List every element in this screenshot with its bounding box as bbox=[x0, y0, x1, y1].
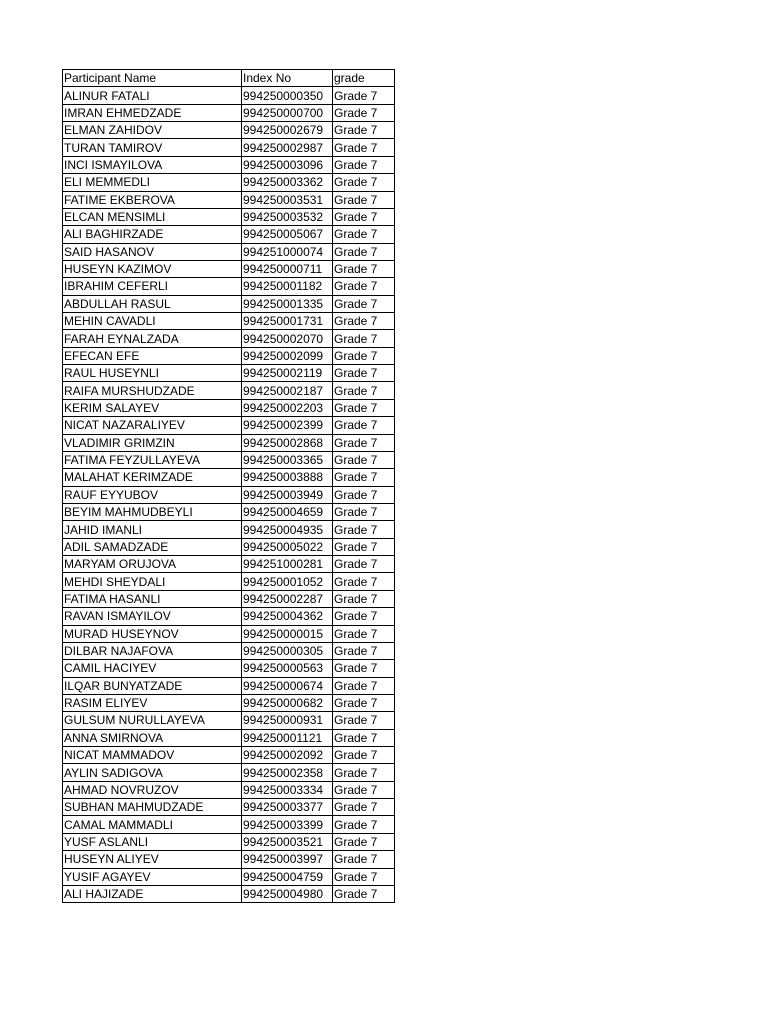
grade-cell: Grade 7 bbox=[333, 799, 395, 816]
table-row bbox=[63, 885, 395, 902]
participant-sheet bbox=[62, 69, 395, 903]
grade-cell: Grade 7 bbox=[333, 764, 395, 781]
table-row bbox=[63, 625, 395, 642]
table-row bbox=[63, 799, 395, 816]
participant-name-cell: ELCAN MENSIMLI bbox=[63, 208, 242, 225]
grade-cell: Grade 7 bbox=[333, 851, 395, 868]
index-no-cell: 994250001182 bbox=[242, 278, 333, 295]
index-no-cell: 994250003521 bbox=[242, 833, 333, 850]
participant-name-cell: INCI ISMAYILOVA bbox=[63, 156, 242, 173]
grade-cell: Grade 7 bbox=[333, 330, 395, 347]
grade-cell: Grade 7 bbox=[333, 503, 395, 520]
table-row bbox=[63, 191, 395, 208]
grade-cell: Grade 7 bbox=[333, 156, 395, 173]
participant-name-cell: ADIL SAMADZADE bbox=[63, 538, 242, 555]
grade-cell: Grade 7 bbox=[333, 590, 395, 607]
grade-cell: Grade 7 bbox=[333, 87, 395, 104]
index-no-cell: 994250003997 bbox=[242, 851, 333, 868]
participant-name-cell: ELI MEMMEDLI bbox=[63, 174, 242, 191]
table-row bbox=[63, 156, 395, 173]
table-row bbox=[63, 486, 395, 503]
index-no-cell: 994250001052 bbox=[242, 573, 333, 590]
index-no-cell: 994250003399 bbox=[242, 816, 333, 833]
index-no-cell: 994250003949 bbox=[242, 486, 333, 503]
participant-name-cell: MARYAM ORUJOVA bbox=[63, 556, 242, 573]
table-row bbox=[63, 451, 395, 468]
table-row bbox=[63, 139, 395, 156]
participant-name-cell: FARAH EYNALZADA bbox=[63, 330, 242, 347]
participant-name-cell: YUSF ASLANLI bbox=[63, 833, 242, 850]
participant-name-cell: VLADIMIR GRIMZIN bbox=[63, 434, 242, 451]
participant-name-cell: MURAD HUSEYNOV bbox=[63, 625, 242, 642]
grade-cell: Grade 7 bbox=[333, 538, 395, 555]
index-no-cell: 994250000674 bbox=[242, 677, 333, 694]
header-participant-name: Participant Name bbox=[63, 70, 242, 87]
participant-name-cell: BEYIM MAHMUDBEYLI bbox=[63, 503, 242, 520]
table-row bbox=[63, 208, 395, 225]
participant-name-cell: NICAT NAZARALIYEV bbox=[63, 417, 242, 434]
grade-cell: Grade 7 bbox=[333, 278, 395, 295]
participant-name-cell: ALI BAGHIRZADE bbox=[63, 226, 242, 243]
participant-name-cell: AYLIN SADIGOVA bbox=[63, 764, 242, 781]
grade-cell: Grade 7 bbox=[333, 469, 395, 486]
grade-cell: Grade 7 bbox=[333, 399, 395, 416]
grade-cell: Grade 7 bbox=[333, 347, 395, 364]
index-no-cell: 994250002868 bbox=[242, 434, 333, 451]
table-row bbox=[63, 851, 395, 868]
table-row bbox=[63, 278, 395, 295]
index-no-cell: 994250000931 bbox=[242, 712, 333, 729]
table-body bbox=[63, 87, 395, 903]
index-no-cell: 994250004980 bbox=[242, 885, 333, 902]
table-row bbox=[63, 781, 395, 798]
grade-cell: Grade 7 bbox=[333, 781, 395, 798]
index-no-cell: 994250002119 bbox=[242, 365, 333, 382]
index-no-cell: 994250002099 bbox=[242, 347, 333, 364]
index-no-cell: 994250005067 bbox=[242, 226, 333, 243]
participant-name-cell: ANNA SMIRNOVA bbox=[63, 729, 242, 746]
participant-name-cell: IBRAHIM CEFERLI bbox=[63, 278, 242, 295]
index-no-cell: 994250004659 bbox=[242, 503, 333, 520]
participant-name-cell: RAIFA MURSHUDZADE bbox=[63, 382, 242, 399]
table-row bbox=[63, 573, 395, 590]
participant-name-cell: FATIMA FEYZULLAYEVA bbox=[63, 451, 242, 468]
participant-name-cell: FATIMA HASANLI bbox=[63, 590, 242, 607]
table-row bbox=[63, 677, 395, 694]
table-row bbox=[63, 313, 395, 330]
grade-cell: Grade 7 bbox=[333, 556, 395, 573]
grade-cell: Grade 7 bbox=[333, 243, 395, 260]
header-row bbox=[63, 70, 395, 87]
table-header bbox=[63, 70, 395, 87]
participant-name-cell: ILQAR BUNYATZADE bbox=[63, 677, 242, 694]
index-no-cell: 994250003334 bbox=[242, 781, 333, 798]
index-no-cell: 994250001731 bbox=[242, 313, 333, 330]
table-row bbox=[63, 556, 395, 573]
grade-cell: Grade 7 bbox=[333, 434, 395, 451]
index-no-cell: 994250002987 bbox=[242, 139, 333, 156]
grade-cell: Grade 7 bbox=[333, 104, 395, 121]
index-no-cell: 994251000281 bbox=[242, 556, 333, 573]
index-no-cell: 994250003531 bbox=[242, 191, 333, 208]
index-no-cell: 994250000682 bbox=[242, 694, 333, 711]
table-row bbox=[63, 503, 395, 520]
participant-name-cell: RAUF EYYUBOV bbox=[63, 486, 242, 503]
table-row bbox=[63, 608, 395, 625]
table-row bbox=[63, 226, 395, 243]
grade-cell: Grade 7 bbox=[333, 885, 395, 902]
grade-cell: Grade 7 bbox=[333, 122, 395, 139]
participant-name-cell: ABDULLAH RASUL bbox=[63, 295, 242, 312]
grade-cell: Grade 7 bbox=[333, 642, 395, 659]
table-row bbox=[63, 399, 395, 416]
grade-cell: Grade 7 bbox=[333, 625, 395, 642]
table-row bbox=[63, 365, 395, 382]
table-row bbox=[63, 122, 395, 139]
index-no-cell: 994250004935 bbox=[242, 521, 333, 538]
index-no-cell: 994250004759 bbox=[242, 868, 333, 885]
index-no-cell: 994250003365 bbox=[242, 451, 333, 468]
table-row bbox=[63, 469, 395, 486]
participant-name-cell: IMRAN EHMEDZADE bbox=[63, 104, 242, 121]
index-no-cell: 994250000700 bbox=[242, 104, 333, 121]
index-no-cell: 994250001121 bbox=[242, 729, 333, 746]
index-no-cell: 994250003532 bbox=[242, 208, 333, 225]
index-no-cell: 994250000711 bbox=[242, 260, 333, 277]
table-row bbox=[63, 434, 395, 451]
participant-name-cell: JAHID IMANLI bbox=[63, 521, 242, 538]
index-no-cell: 994250000563 bbox=[242, 660, 333, 677]
table-row bbox=[63, 590, 395, 607]
grade-cell: Grade 7 bbox=[333, 260, 395, 277]
table-row bbox=[63, 347, 395, 364]
table-row bbox=[63, 174, 395, 191]
grade-cell: Grade 7 bbox=[333, 417, 395, 434]
index-no-cell: 994250000015 bbox=[242, 625, 333, 642]
grade-cell: Grade 7 bbox=[333, 747, 395, 764]
table-row bbox=[63, 295, 395, 312]
table-row bbox=[63, 538, 395, 555]
table-row bbox=[63, 833, 395, 850]
table-row bbox=[63, 660, 395, 677]
participant-name-cell: HUSEYN KAZIMOV bbox=[63, 260, 242, 277]
grade-cell: Grade 7 bbox=[333, 208, 395, 225]
participant-name-cell: ELMAN ZAHIDOV bbox=[63, 122, 242, 139]
index-no-cell: 994250002092 bbox=[242, 747, 333, 764]
index-no-cell: 994250005022 bbox=[242, 538, 333, 555]
participant-name-cell: MEHDI SHEYDALI bbox=[63, 573, 242, 590]
grade-cell: Grade 7 bbox=[333, 712, 395, 729]
index-no-cell: 994251000074 bbox=[242, 243, 333, 260]
participant-name-cell: FATIME EKBEROVA bbox=[63, 191, 242, 208]
table-row bbox=[63, 729, 395, 746]
participant-name-cell: TURAN TAMIROV bbox=[63, 139, 242, 156]
participant-name-cell: MEHIN CAVADLI bbox=[63, 313, 242, 330]
index-no-cell: 994250002358 bbox=[242, 764, 333, 781]
grade-cell: Grade 7 bbox=[333, 677, 395, 694]
index-no-cell: 994250003377 bbox=[242, 799, 333, 816]
participant-name-cell: AHMAD NOVRUZOV bbox=[63, 781, 242, 798]
grade-cell: Grade 7 bbox=[333, 451, 395, 468]
grade-cell: Grade 7 bbox=[333, 382, 395, 399]
grade-cell: Grade 7 bbox=[333, 521, 395, 538]
table-row bbox=[63, 330, 395, 347]
participant-name-cell: ALINUR FATALI bbox=[63, 87, 242, 104]
table-row bbox=[63, 521, 395, 538]
participant-name-cell: NICAT MAMMADOV bbox=[63, 747, 242, 764]
table-row bbox=[63, 260, 395, 277]
grade-cell: Grade 7 bbox=[333, 608, 395, 625]
index-no-cell: 994250002287 bbox=[242, 590, 333, 607]
table-row bbox=[63, 764, 395, 781]
participant-name-cell: GULSUM NURULLAYEVA bbox=[63, 712, 242, 729]
header-grade: grade bbox=[333, 70, 395, 87]
index-no-cell: 994250000350 bbox=[242, 87, 333, 104]
table-row bbox=[63, 712, 395, 729]
index-no-cell: 994250003362 bbox=[242, 174, 333, 191]
table-row bbox=[63, 868, 395, 885]
index-no-cell: 994250004362 bbox=[242, 608, 333, 625]
header-index-no: Index No bbox=[242, 70, 333, 87]
participant-name-cell: RAUL HUSEYNLI bbox=[63, 365, 242, 382]
participant-name-cell: MALAHAT KERIMZADE bbox=[63, 469, 242, 486]
grade-cell: Grade 7 bbox=[333, 226, 395, 243]
participant-name-cell: KERIM SALAYEV bbox=[63, 399, 242, 416]
table-row bbox=[63, 87, 395, 104]
grade-cell: Grade 7 bbox=[333, 816, 395, 833]
index-no-cell: 994250002203 bbox=[242, 399, 333, 416]
participant-name-cell: RAVAN ISMAYILOV bbox=[63, 608, 242, 625]
grade-cell: Grade 7 bbox=[333, 660, 395, 677]
grade-cell: Grade 7 bbox=[333, 833, 395, 850]
index-no-cell: 994250002187 bbox=[242, 382, 333, 399]
grade-cell: Grade 7 bbox=[333, 694, 395, 711]
table-row bbox=[63, 243, 395, 260]
grade-cell: Grade 7 bbox=[333, 868, 395, 885]
table-row bbox=[63, 382, 395, 399]
participant-name-cell: YUSIF AGAYEV bbox=[63, 868, 242, 885]
grade-cell: Grade 7 bbox=[333, 295, 395, 312]
participant-name-cell: SUBHAN MAHMUDZADE bbox=[63, 799, 242, 816]
index-no-cell: 994250000305 bbox=[242, 642, 333, 659]
grade-cell: Grade 7 bbox=[333, 139, 395, 156]
participant-table bbox=[62, 69, 395, 903]
participant-name-cell: HUSEYN ALIYEV bbox=[63, 851, 242, 868]
participant-name-cell: CAMIL HACIYEV bbox=[63, 660, 242, 677]
index-no-cell: 994250003888 bbox=[242, 469, 333, 486]
table-row bbox=[63, 417, 395, 434]
table-row bbox=[63, 747, 395, 764]
grade-cell: Grade 7 bbox=[333, 174, 395, 191]
participant-name-cell: CAMAL MAMMADLI bbox=[63, 816, 242, 833]
table-row bbox=[63, 694, 395, 711]
participant-name-cell: DILBAR NAJAFOVA bbox=[63, 642, 242, 659]
index-no-cell: 994250002679 bbox=[242, 122, 333, 139]
participant-name-cell: EFECAN EFE bbox=[63, 347, 242, 364]
grade-cell: Grade 7 bbox=[333, 365, 395, 382]
index-no-cell: 994250002070 bbox=[242, 330, 333, 347]
index-no-cell: 994250003096 bbox=[242, 156, 333, 173]
table-row bbox=[63, 816, 395, 833]
index-no-cell: 994250001335 bbox=[242, 295, 333, 312]
participant-name-cell: RASIM ELIYEV bbox=[63, 694, 242, 711]
index-no-cell: 994250002399 bbox=[242, 417, 333, 434]
participant-name-cell: SAID HASANOV bbox=[63, 243, 242, 260]
grade-cell: Grade 7 bbox=[333, 191, 395, 208]
participant-name-cell: ALI HAJIZADE bbox=[63, 885, 242, 902]
grade-cell: Grade 7 bbox=[333, 573, 395, 590]
table-row bbox=[63, 104, 395, 121]
grade-cell: Grade 7 bbox=[333, 313, 395, 330]
grade-cell: Grade 7 bbox=[333, 486, 395, 503]
table-row bbox=[63, 642, 395, 659]
grade-cell: Grade 7 bbox=[333, 729, 395, 746]
